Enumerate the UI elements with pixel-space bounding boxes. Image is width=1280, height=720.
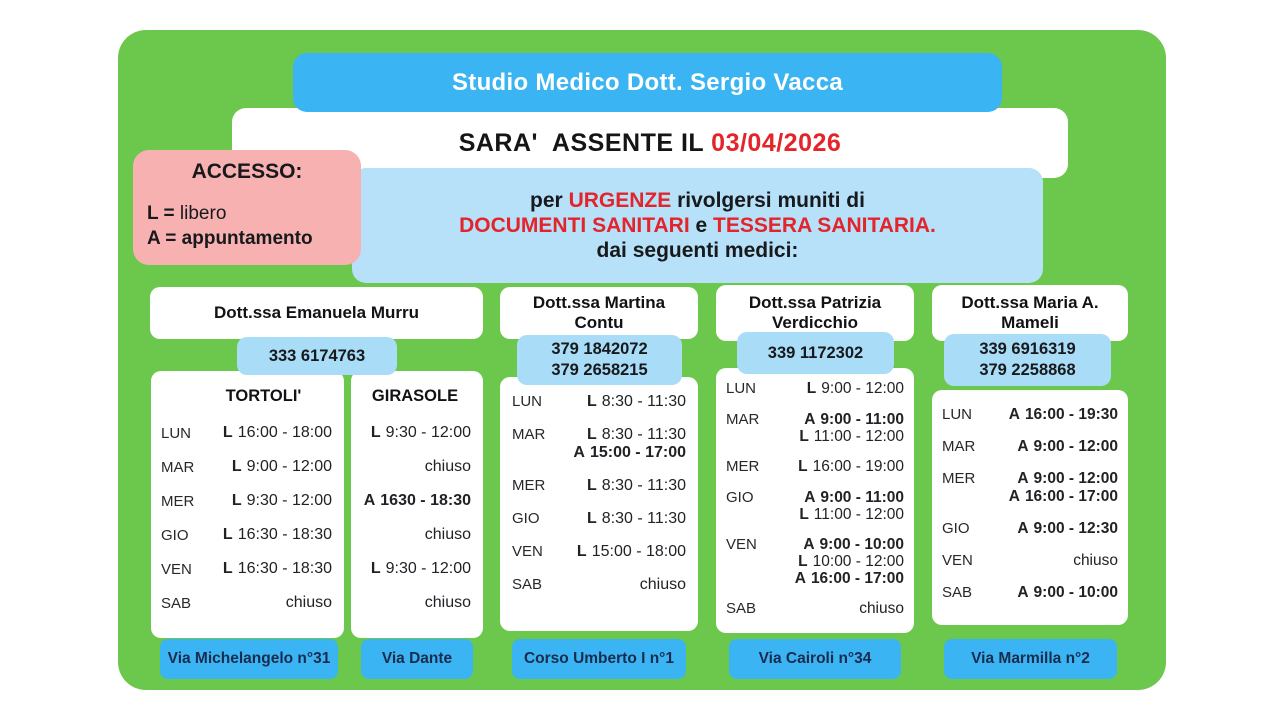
schedule-row: [359, 518, 471, 552]
schedule-row: [726, 458, 904, 476]
schedule-row: [359, 450, 471, 484]
absence-text: SARA' ASSENTE IL: [458, 128, 712, 157]
schedule-row: [161, 484, 332, 518]
urgency-text: e: [689, 214, 714, 237]
day-label: MER: [161, 492, 195, 510]
phone-number: 379 2658215: [551, 361, 648, 379]
time-slot: A 1630 - 18:30: [363, 492, 471, 509]
time-slot: A 16:00 - 17:00: [794, 570, 904, 587]
schedule-row: [512, 393, 686, 411]
time-slot: A 9:00 - 12:30: [1017, 520, 1118, 537]
day-label: LUN: [512, 393, 543, 410]
time-slot: L 8:30 - 11:30: [587, 393, 686, 410]
time-slot: chiuso: [424, 458, 471, 475]
day-label: SAB: [726, 600, 757, 617]
doctor-2-phone: [517, 335, 682, 385]
schedule-row: [512, 510, 686, 528]
day-label: MAR: [942, 438, 976, 455]
time-slot: A 15:00 - 17:00: [573, 444, 686, 461]
phone-number: 379 2258868: [979, 361, 1076, 379]
day-label: LUN: [161, 424, 192, 442]
day-label: VEN: [512, 543, 543, 560]
schedule-row: [359, 484, 471, 518]
schedule-row: [726, 489, 904, 523]
time-slot: L 8:30 - 11:30: [587, 426, 686, 443]
schedule-row: [726, 380, 904, 398]
time-slot: L 16:30 - 18:30: [222, 560, 332, 577]
schedule-verdicchio: [716, 368, 914, 633]
time-slot: A 9:00 - 10:00: [1017, 584, 1118, 601]
urgency-text: per: [530, 189, 569, 212]
phone-number: 333 6174763: [268, 346, 366, 365]
day-label: GIO: [726, 489, 754, 506]
phone-number: 339 1172302: [767, 343, 864, 362]
urgency-line-1: [530, 188, 865, 213]
legend-a-key: A =: [147, 228, 177, 249]
schedule-mameli: [932, 390, 1128, 625]
schedule-row: [161, 518, 332, 552]
day-label: GIO: [161, 526, 189, 544]
time-slot: L 11:00 - 12:00: [799, 506, 904, 523]
doctor-4-phone: [944, 334, 1111, 386]
urgency-keyword-tessera: TESSERA SANITARIA.: [713, 214, 936, 237]
location-title: GIRASOLE: [371, 387, 459, 405]
schedule-row: [161, 586, 332, 620]
time-slot: A 9:00 - 11:00: [804, 489, 904, 506]
time-slot: L 9:30 - 12:00: [370, 424, 471, 441]
legend-a-value: appuntamento: [181, 228, 313, 249]
schedule-row: [359, 586, 471, 620]
doctor-1-name: Dott.ssa Emanuela Murru: [150, 287, 483, 339]
time-slot: L 15:00 - 18:00: [576, 543, 686, 560]
legend-l-key: L =: [147, 203, 175, 224]
schedule-row: [726, 536, 904, 587]
time-slot: chiuso: [424, 526, 471, 543]
schedule-row: [726, 600, 904, 618]
schedule-girasole: [351, 371, 483, 638]
accesso-legend: [147, 201, 347, 251]
urgency-panel: [352, 168, 1043, 283]
doctor-2-name: Dott.ssa Martina Contu: [500, 287, 698, 339]
time-slot: chiuso: [424, 594, 471, 611]
day-label: MER: [942, 470, 976, 487]
day-label: MAR: [512, 426, 546, 443]
time-slot: L 9:30 - 12:00: [231, 492, 332, 509]
schedule-row: [942, 520, 1118, 538]
address-contu: Corso Umberto I n°1: [512, 639, 686, 679]
time-slot: L 9:00 - 12:00: [806, 380, 904, 397]
day-label: GIO: [512, 510, 540, 527]
schedule-row: [942, 406, 1118, 424]
time-slot: chiuso: [1073, 552, 1118, 569]
time-slot: L 9:00 - 12:00: [231, 458, 332, 475]
day-label: LUN: [942, 406, 973, 423]
schedule-row: [359, 552, 471, 586]
urgency-keyword-documenti: DOCUMENTI SANITARI: [459, 214, 690, 237]
accesso-title: ACCESSO:: [191, 160, 303, 183]
urgency-text: rivolgersi muniti di: [671, 189, 865, 212]
schedule-tortoli: [151, 371, 344, 638]
schedule-row: [942, 438, 1118, 456]
schedule-contu: [500, 377, 698, 631]
address-tortoli: Via Michelangelo n°31: [160, 639, 338, 679]
day-label: GIO: [942, 520, 970, 537]
schedule-row: [512, 426, 686, 462]
time-slot: A 16:00 - 19:30: [1008, 406, 1118, 423]
schedule-row: [942, 552, 1118, 570]
day-label: SAB: [512, 576, 543, 593]
doctor-3-phone: [737, 332, 894, 374]
time-slot: L 8:30 - 11:30: [587, 477, 686, 494]
day-label: MAR: [726, 411, 760, 428]
time-slot: L 11:00 - 12:00: [799, 428, 904, 445]
schedule-row: [512, 477, 686, 495]
day-label: MER: [512, 477, 546, 494]
clinic-title-bar: [293, 53, 1002, 112]
legend-libero: [147, 201, 347, 226]
day-label: VEN: [726, 536, 757, 553]
phone-number: 339 6916319: [979, 340, 1076, 358]
urgency-keyword-urgenze: URGENZE: [568, 189, 672, 212]
absence-date: 03/04/2026: [711, 128, 842, 157]
schedule-row: [161, 416, 332, 450]
time-slot: A 9:00 - 10:00: [803, 536, 904, 553]
doctor-1-phone: [237, 337, 397, 375]
time-slot: L 8:30 - 11:30: [587, 510, 686, 527]
day-label: MER: [726, 458, 760, 475]
address-mameli: Via Marmilla n°2: [944, 639, 1117, 679]
time-slot: A 9:00 - 11:00: [804, 411, 904, 428]
day-label: SAB: [161, 594, 192, 612]
location-title: TORTOLI': [225, 387, 302, 405]
time-slot: chiuso: [639, 576, 686, 593]
time-slot: L 16:00 - 19:00: [798, 458, 904, 475]
schedule-row: [942, 470, 1118, 506]
accesso-legend-box: [133, 150, 361, 265]
time-slot: L 16:30 - 18:30: [222, 526, 332, 543]
schedule-row: [726, 411, 904, 445]
time-slot: L 9:30 - 12:00: [370, 560, 471, 577]
day-label: VEN: [161, 560, 192, 578]
day-label: LUN: [726, 380, 757, 397]
time-slot: L 10:00 - 12:00: [798, 553, 904, 570]
schedule-row: [512, 576, 686, 594]
doctor-4-name: Dott.ssa Maria A. Mameli: [932, 285, 1128, 341]
schedule-row: [512, 543, 686, 561]
time-slot: chiuso: [285, 594, 332, 611]
day-label: MAR: [161, 458, 195, 476]
urgency-line-3: dai seguenti medici:: [596, 239, 799, 262]
urgency-line-2: [459, 213, 936, 238]
address-girasole: Via Dante: [361, 639, 473, 679]
schedule-row: [161, 450, 332, 484]
day-label: VEN: [942, 552, 973, 569]
address-verdicchio: Via Cairoli n°34: [729, 639, 901, 679]
time-slot: L 16:00 - 18:00: [222, 424, 332, 441]
legend-l-value: libero: [179, 203, 227, 224]
schedule-row: [359, 416, 471, 450]
schedule-row: [161, 552, 332, 586]
time-slot: A 9:00 - 12:00: [1017, 470, 1118, 487]
time-slot: A 9:00 - 12:00: [1017, 438, 1118, 455]
clinic-title: Studio Medico Dott. Sergio Vacca: [452, 68, 843, 96]
phone-number: 379 1842072: [551, 340, 648, 358]
doctor-3-name: Dott.ssa Patrizia Verdicchio: [716, 285, 914, 341]
legend-appuntamento: [147, 226, 347, 251]
day-label: SAB: [942, 584, 973, 601]
time-slot: chiuso: [859, 600, 904, 617]
schedule-row: [942, 584, 1118, 602]
time-slot: A 16:00 - 17:00: [1008, 488, 1118, 505]
